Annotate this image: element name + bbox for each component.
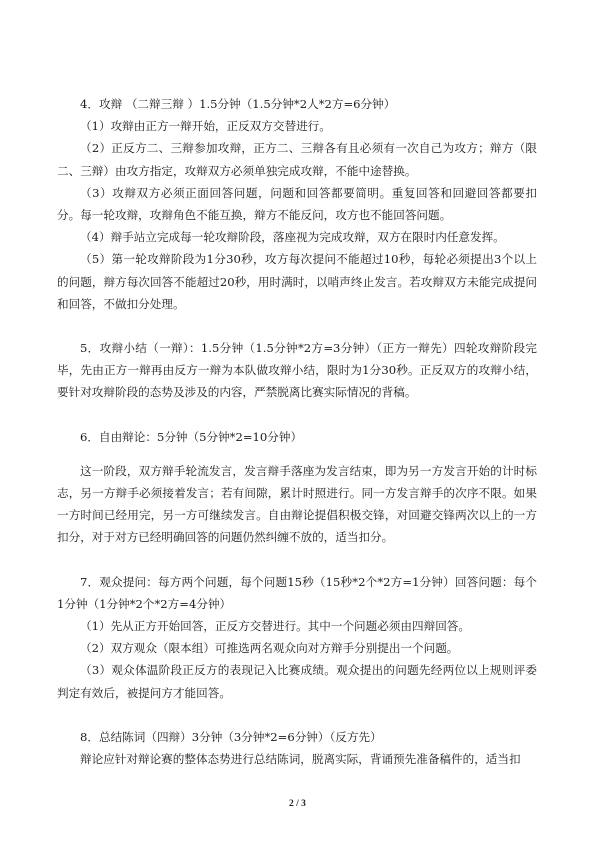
section-heading-6: 6．自由辩论：5分钟（5分钟*2=10分钟） xyxy=(80,429,303,444)
document-body xyxy=(57,93,537,770)
section-heading-4: 4．攻辩 （二辩三辩 ）1.5分钟（1.5分钟*2人*2方=6分钟） xyxy=(80,97,396,111)
paragraph-7-1: （1）先从正方开始回答，正反方交替进行。其中一个问题必须由四辩回答。 xyxy=(80,619,470,634)
paragraph-7-3: （3）观众体温阶段正反方的表现记入比赛成绩。观众提出的问题先经两位以上规则评委判定有效后，被提问方才能回答。 xyxy=(57,663,537,700)
section-spacer xyxy=(57,315,537,337)
paragraph-4-2: （2）正反方二、三辩参加攻辩，正方二、三辩各有且必须有一次自己为攻方；辩方（限二、三辩）由攻方指定，攻辩双方必须单独完成攻辩，不能中途替换。 xyxy=(57,141,537,178)
paragraph-4-1: （1）攻辩由正方一辩开始，正反双方交替进行。 xyxy=(80,119,331,134)
page-number: 2 / 3 xyxy=(289,799,306,809)
paragraph-4-4: （4）辩手站立完成每一轮攻辩阶段，落座视为完成攻辩，双方在限时内任意发挥。 xyxy=(80,230,505,245)
paragraph-4-3: （3）攻辩双方必须正面回答问题，问题和回答都要简明。重复回答和回避回答都要扣分。每一轮攻辩，攻辩角色不能互换，辩方不能反问，攻方也不能回答问题。 xyxy=(57,185,537,223)
paragraph-spacer xyxy=(57,448,537,460)
paragraph-8-1: 辩论应针对辩论赛的整体态势进行总结陈词，脱离实际，背诵预先准备稿件的，适当扣 xyxy=(80,752,521,767)
paragraph-4-5: （5）第一轮攻辩阶段为1分30秒，攻方每次提问不能超过10秒，每轮必须提出3个以上的问题，辩方每次回答不能超过20秒，用时满时，以哨声终止发言。若攻辩双方未能完成提问和回答，不做扣分处理。 xyxy=(57,252,537,311)
section-spacer xyxy=(57,404,537,426)
paragraph-6-1: 这一阶段，双方辩手轮流发言，发言辩手落座为发言结束，即为另一方发言开始的计时标志，另一方辩手必须接着发言；若有间隙，累计时照进行。同一方发言辩手的次序不限。如果一方时间已经用完，另一方可继续发言。自由辩论提倡积极交锋，对回避交锋两次以上的一方扣分，对于对方已经明确回答的问题仍然纠缠不放的，适当扣分。 xyxy=(57,463,537,545)
section-spacer xyxy=(57,704,537,726)
section-heading-7: 7．观众提问：每方两个问题，每个问题15秒（15秒*2个*2方=1分钟）回答问题：每个1分钟（1分钟*2个*2方=4分钟） xyxy=(57,574,537,611)
section-heading-5: 5．攻辩小结（一辩）：1.5分钟（1.5分钟*2方=3分钟）（正方一辩先）四轮攻辩阶段完毕，先由正方一辩再由反方一辩为本队做攻辩小结，限时为1分30秒。正反双方的攻辩小结，要针对攻辩阶段的态势及涉及的内容，严禁脱离比赛实际情况的背稿。 xyxy=(57,341,537,400)
section-spacer xyxy=(57,549,537,571)
paragraph-7-2: （2）双方观众（限本组）可推选两名观众向对方辩手分别提出一个问题。 xyxy=(80,641,459,656)
section-heading-8: 8．总结陈词（四辩）3分钟（3分钟*2=6分钟）（反方先） xyxy=(80,729,382,744)
